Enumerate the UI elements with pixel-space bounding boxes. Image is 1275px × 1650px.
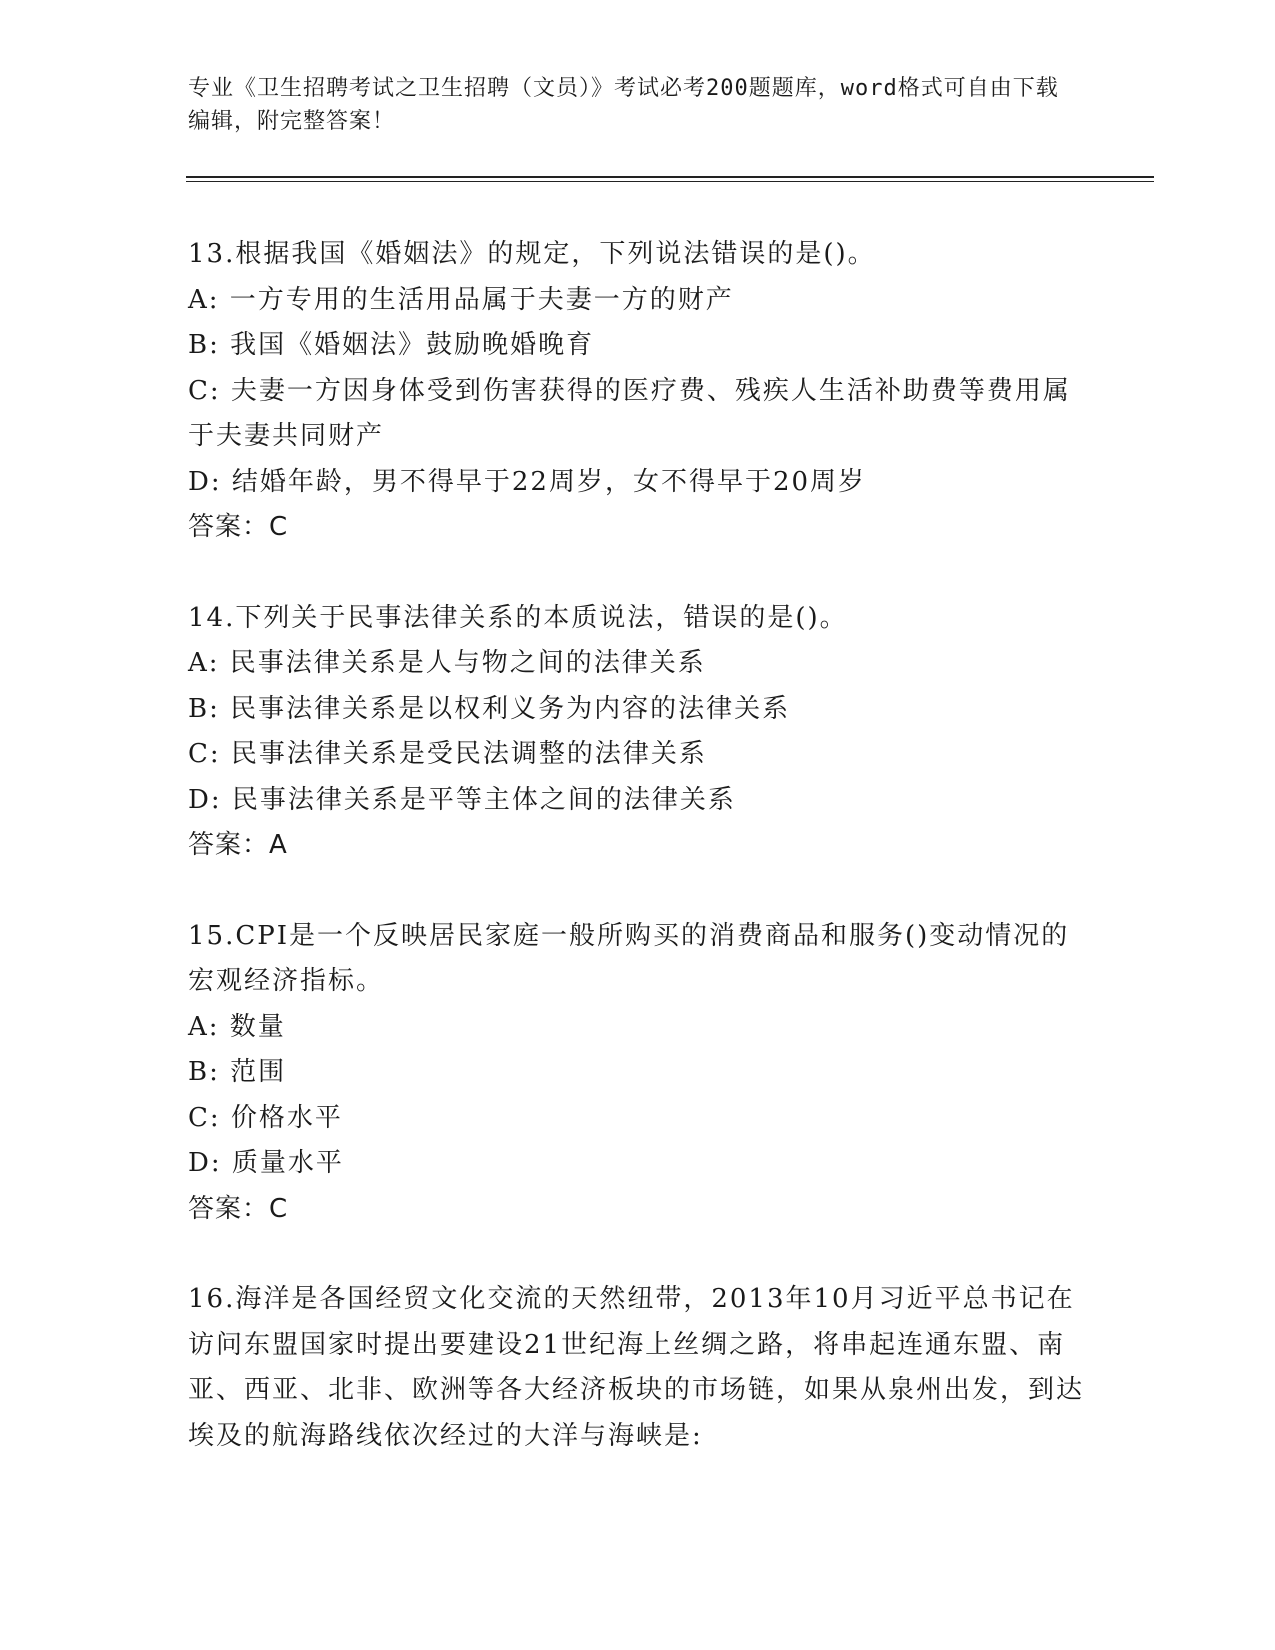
option-d: D: 质量水平	[188, 1148, 344, 1178]
question-list	[188, 232, 1088, 1504]
option-a: A: 民事法律关系是人与物之间的法律关系	[188, 648, 706, 678]
question-stem: 13.根据我国《婚姻法》的规定，下列说法错误的是()。	[188, 239, 876, 269]
option-c: C: 民事法律关系是受民法调整的法律关系	[188, 739, 707, 769]
option-a: A: 一方专用的生活用品属于夫妻一方的财产	[188, 284, 734, 315]
header-divider-thin	[186, 181, 1154, 182]
answer-line: 答案：A	[188, 830, 288, 860]
question-14	[188, 596, 1088, 869]
option-d: D: 结婚年龄，男不得早于22周岁，女不得早于20周岁	[188, 466, 867, 497]
option-c: C: 价格水平	[188, 1102, 343, 1133]
question-stem: 14.下列关于民事法律关系的本质说法，错误的是()。	[188, 602, 848, 633]
question-stem: 16.海洋是各国经贸文化交流的天然纽带，2013年10月习近平总书记在访问东盟国家时提出要建设21世纪海上丝绸之路，将串起连通东盟、南亚、西亚、北非、欧洲等各大经济板块的市场链，如果从泉州出发，到达埃及的航海路线依次经过的大洋与海峡是:	[188, 1284, 1085, 1451]
question-15	[188, 914, 1088, 1233]
option-c: C: 夫妻一方因身体受到伤害获得的医疗费、残疾人生活补助费等费用属于夫妻共同财产	[188, 375, 1071, 451]
document-header: 专业《卫生招聘考试之卫生招聘（文员）》考试必考200题题库，word格式可自由下载编辑，附完整答案！	[188, 76, 1059, 134]
option-d: D: 民事法律关系是平等主体之间的法律关系	[188, 784, 736, 815]
option-b: B: 范围	[188, 1057, 287, 1087]
question-stem: 15.CPI是一个反映居民家庭一般所购买的消费商品和服务()变动情况的宏观经济指标。	[188, 920, 1070, 996]
answer-line: 答案：C	[188, 1193, 289, 1224]
answer-line: 答案：C	[188, 512, 289, 542]
option-b: B: 我国《婚姻法》鼓励晚婚晚育	[188, 330, 595, 360]
option-a: A: 数量	[188, 1011, 286, 1042]
question-16	[188, 1277, 1088, 1459]
header-divider-thick	[186, 176, 1154, 178]
question-13	[188, 232, 1088, 551]
option-b: B: 民事法律关系是以权利义务为内容的法律关系	[188, 693, 791, 724]
